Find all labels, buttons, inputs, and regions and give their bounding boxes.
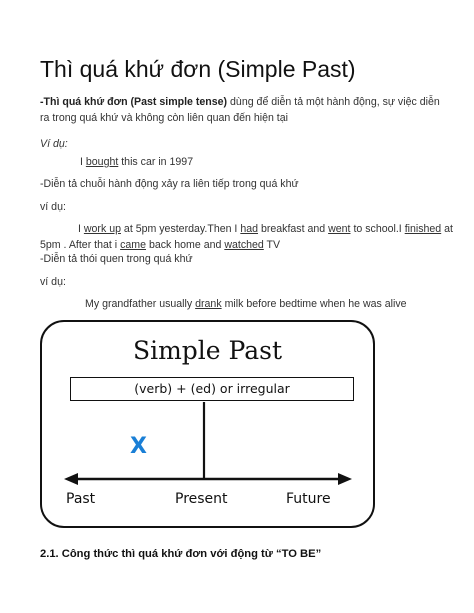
example-3-pre: My grandfather usually	[85, 298, 196, 310]
example-1-verb: bought	[85, 156, 119, 168]
example-2-text: 5pm . After that i	[40, 239, 121, 251]
example-2-verb: had	[240, 223, 259, 235]
example-1-pre: I	[80, 156, 86, 168]
example-2-text: breakfast and	[258, 223, 329, 235]
diagram-title: Simple Past	[132, 336, 283, 365]
example-2-verb: watched	[224, 239, 264, 251]
past-event-marker: X	[130, 434, 147, 459]
example-3-verb: drank	[195, 298, 222, 310]
example-2-text: to school.I	[350, 223, 405, 235]
example-2-text: I	[78, 223, 84, 235]
definition-bold: -Thì quá khứ đơn (Past simple tense)	[40, 96, 228, 108]
simple-past-diagram	[40, 320, 375, 528]
example-label-3: ví dụ:	[40, 276, 66, 288]
usage-3: -Diễn tả thói quen trong quá khứ	[40, 253, 193, 265]
label-present: Present	[175, 491, 228, 507]
example-2-text: at	[441, 223, 453, 235]
example-1-post: this car in 1997	[118, 156, 194, 168]
example-2-text: at 5pm yesterday.Then I	[120, 223, 241, 235]
example-2-verb: came	[120, 239, 146, 251]
page-title: Thì quá khứ đơn (Simple Past)	[40, 56, 356, 82]
definition-text-1: dùng để diễn tả một hành động, sự việc diễn	[227, 96, 440, 108]
example-2-verb: finished	[404, 223, 442, 235]
example-2-line-1	[78, 222, 453, 236]
example-2-text: TV	[263, 239, 281, 251]
usage-2: -Diễn tả chuỗi hành động xảy ra liên tiếp trong quá khứ	[40, 178, 299, 190]
label-past: Past	[66, 491, 96, 507]
example-3	[85, 297, 407, 311]
arrow-right-icon	[338, 473, 352, 485]
example-2-verb: work up	[83, 223, 121, 235]
example-1	[80, 155, 193, 169]
example-2-text: back home and	[146, 239, 225, 251]
arrow-left-icon	[64, 473, 78, 485]
section-heading: 2.1. Công thức thì quá khứ đơn với động từ “TO BE”	[40, 548, 322, 560]
definition-line-1	[40, 95, 440, 109]
diagram-formula: (verb) + (ed) or irregular	[70, 377, 354, 401]
example-2-line-2	[40, 238, 280, 252]
example-3-post: milk before bedtime when he was alive	[221, 298, 407, 310]
example-label-2: ví dụ:	[40, 201, 66, 213]
example-label: Ví dụ:	[40, 138, 68, 150]
label-future: Future	[286, 491, 331, 507]
definition-line-2: ra trong quá khứ và không còn liên quan đến hiện tại	[40, 112, 288, 124]
example-2-verb: went	[328, 223, 351, 235]
